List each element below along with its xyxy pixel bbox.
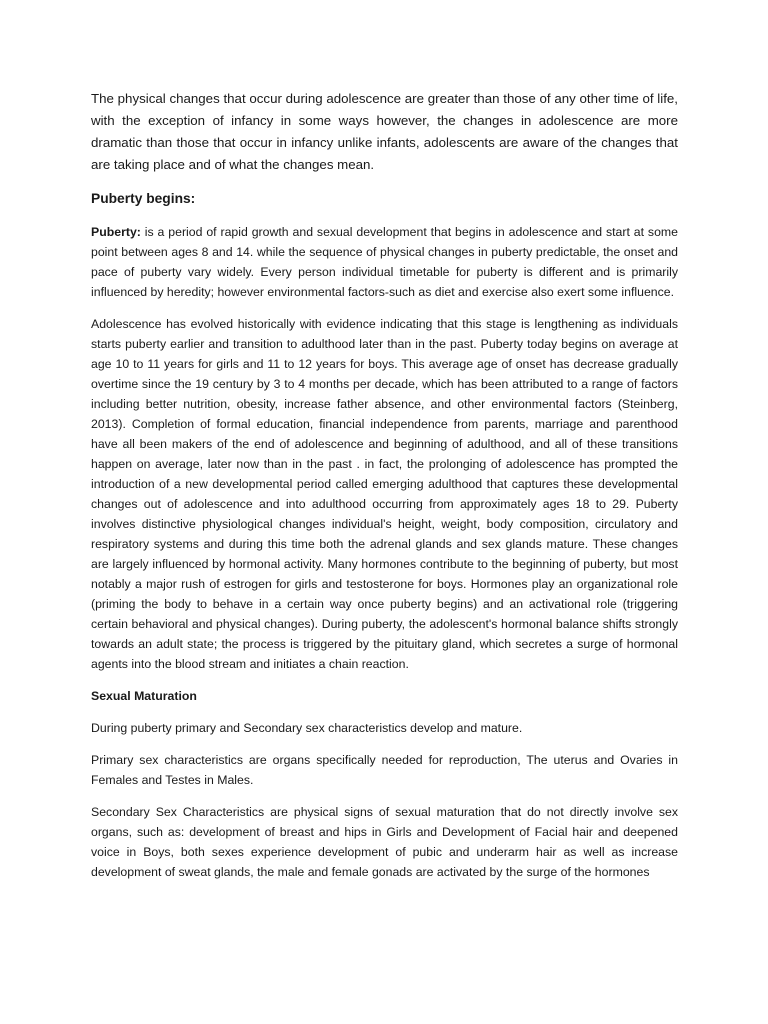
intro-paragraph: The physical changes that occur during adolescence are greater than those of any other time of life, with the exception of infancy in some ways however, the changes in adolescence are more dramatic than those that occur in infancy unlike infants, adolescents are aware of the changes that are taking place and of what the changes mean. — [91, 91, 678, 172]
puberty-definition: is a period of rapid growth and sexual development that begins in adolescence and start at some point between ages 8 and 14. while the sequence of physical changes in puberty predictable, the onset and pace of puberty vary widely. Every person individual timetable for puberty is different and is primarily influenced by heredity; however environmental factors-such as diet and exercise also exert some influence. — [91, 225, 678, 299]
primary-characteristics-paragraph: Primary sex characteristics are organs specifically needed for reproduction, The uterus and Ovaries in Females and Testes in Males. — [91, 753, 678, 787]
puberty-term: Puberty: — [91, 225, 141, 239]
section-heading: Puberty begins: — [91, 191, 196, 206]
sexual-maturation-intro: During puberty primary and Secondary sex characteristics develop and mature. — [91, 721, 523, 735]
history-paragraph: Adolescence has evolved historically with evidence indicating that this stage is lengthening as individuals starts puberty earlier and transition to adulthood later than in the past. Puberty today begins on average at age 10 to 11 years for girls and 11 to 12 years for boys. This average age of onset has decrease gradually overtime since the 19 century by 3 to 4 months per decade, which has been attributed to a range of factors including better nutrition, obesity, increase father absence, and other environmental factors (Steinberg, 2013). Completion of formal education, financial independence from parents, marriage and parenthood have all been makers of the end of adolescence and beginning of adulthood, and all of these transitions happen on average, later now than in the past . in fact, the prolonging of adolescence has prompted the introduction of a new developmental period called emerging adulthood that captures these developmental changes out of adolescence and into adulthood occurring from approximately ages 18 to 29. Puberty involves distinctive physiological changes individual's height, weight, body composition, circulatory and respiratory systems and during this time both the adrenal glands and sex glands mature. These changes are largely influenced by hormonal activity. Many hormones contribute to the beginning of puberty, but most notably a major rush of estrogen for girls and testosterone for boys. Hormones play an organizational role (priming the body to behave in a certain way once puberty begins) and an activational role (triggering certain behavioral and physical changes). During puberty, the adolescent's hormonal balance shifts strongly towards an adult state; the process is triggered by the pituitary gland, which secretes a surge of hormonal agents into the blood stream and initiates a chain reaction. — [91, 317, 678, 671]
subsection-heading: Sexual Maturation — [91, 689, 197, 703]
puberty-paragraph — [91, 222, 678, 302]
secondary-characteristics-paragraph: Secondary Sex Characteristics are physical signs of sexual maturation that do not directly involve sex organs, such as: development of breast and hips in Girls and Development of Facial hair and deepened voice in Boys, both sexes experience development of pubic and underarm hair as well as increase development of sweat glands, the male and female gonads are activated by the surge of the hormones — [91, 805, 678, 879]
